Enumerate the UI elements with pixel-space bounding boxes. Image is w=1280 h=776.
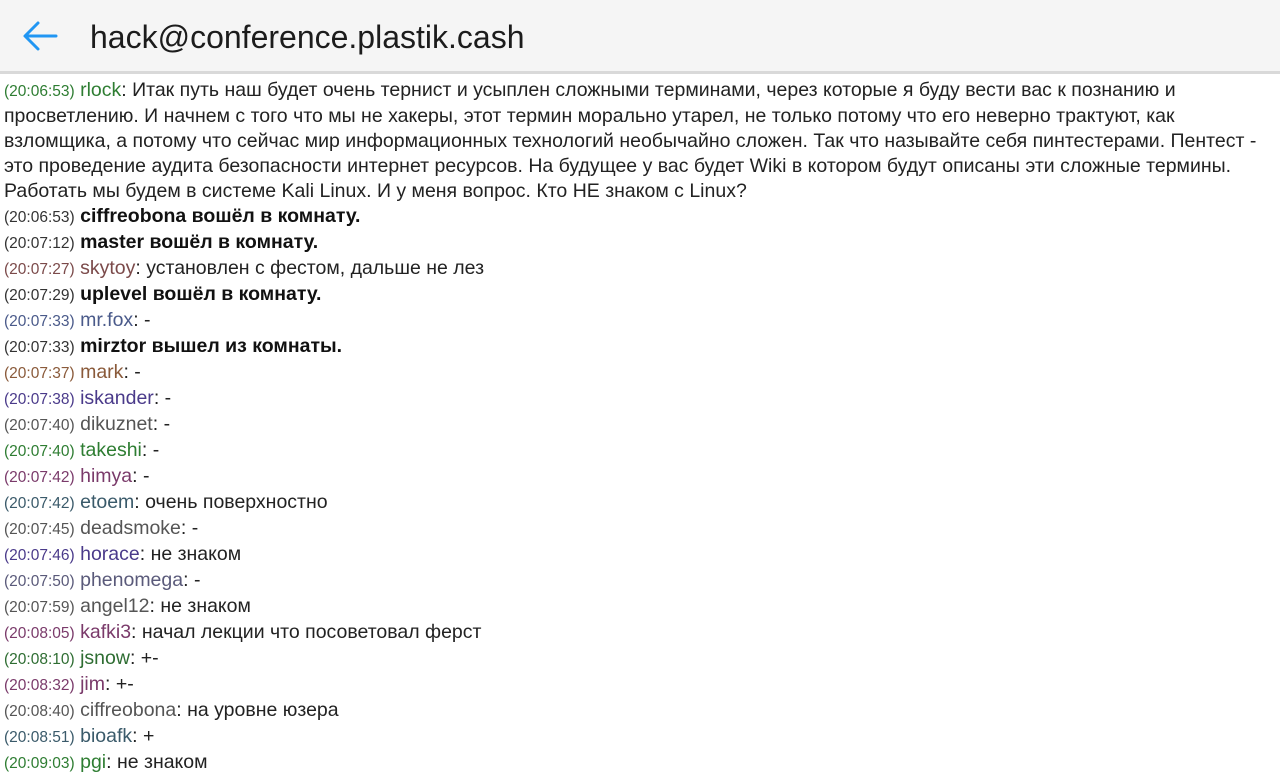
chat-message: (20:07:59) angel12: не знаком (4, 595, 251, 617)
message-text: - (193, 569, 201, 591)
chat-message: (20:07:38) iskander: - (4, 387, 172, 409)
message-text: установлен с фестом, дальше не лез (146, 257, 485, 279)
message-nick[interactable]: iskander (80, 387, 154, 409)
message-text: - (142, 465, 150, 487)
message-text: - (163, 413, 171, 435)
message-nick[interactable]: mr.fox (80, 309, 134, 331)
message-timestamp: (20:07:46) (4, 547, 75, 564)
chat-message: (20:07:33) mr.fox: - (4, 309, 151, 331)
message-timestamp: (20:08:32) (4, 677, 75, 694)
chat-log[interactable] (4, 78, 1276, 773)
message-timestamp: (20:07:33) (4, 313, 75, 330)
chat-message: (20:06:53) rlock: Итак путь наш будет очень тернист и усыплен сложными терминами, через которые я буду вести вас к познанию и просветлению. И начнем с того что мы не хакеры, этот термин морально утарел, не только потому что его неверно трактуют, как взломщика, а потому что сейчас мир информационных технологий необычайно сложен. Так что называйте себя пинтестерами. Пентест - это проведение аудита безопасности интернет ресурсов. На будущее у вас будет Wiki в котором будут описаны эти сложные термины. Работать мы будем в системе Kali Linux. И у меня вопрос. Кто НЕ знаком с Linux? (4, 79, 1257, 202)
message-nick[interactable]: jim (80, 673, 106, 695)
message-text: не знаком (116, 751, 208, 773)
system-event-text: uplevel вошёл в комнату. (80, 283, 322, 305)
message-text: +- (140, 647, 159, 669)
system-message (4, 230, 1276, 256)
chat-message: (20:08:32) jim: +- (4, 673, 134, 695)
message-timestamp: (20:06:53) (4, 83, 75, 100)
message-text: на уровне юзера (187, 699, 339, 721)
chat-message: (20:08:05) kafki3: начал лекции что посоветовал ферст (4, 621, 482, 643)
message-text: - (152, 439, 160, 461)
message-timestamp: (20:08:40) (4, 703, 75, 720)
message-nick[interactable]: kafki3 (80, 621, 132, 643)
message-timestamp: (20:08:10) (4, 651, 75, 668)
message-timestamp: (20:06:53) (4, 209, 75, 226)
system-event-text: ciffreobona вошёл в комнату. (80, 205, 361, 227)
arrow-left-icon (22, 20, 58, 57)
chat-message: (20:07:45) deadsmoke: - (4, 517, 199, 539)
message-nick[interactable]: dikuznet (80, 413, 153, 435)
message-text: не знаком (160, 595, 251, 617)
message-text: +- (115, 673, 134, 695)
chat-message: (20:07:42) himya: - (4, 465, 150, 487)
message-text: - (191, 517, 199, 539)
message-timestamp: (20:07:37) (4, 365, 75, 382)
message-text: не знаком (150, 543, 242, 565)
chat-message: (20:07:42) etoem: очень поверхностно (4, 491, 328, 513)
chat-title: hack@conference.plastik.cash (90, 19, 525, 55)
message-text: начал лекции что посоветовал ферст (141, 621, 482, 643)
message-nick[interactable]: mark (80, 361, 124, 383)
chat-message: (20:07:50) phenomega: - (4, 569, 201, 591)
message-nick[interactable]: etoem (80, 491, 135, 513)
message-timestamp: (20:07:38) (4, 391, 75, 408)
chat-message: (20:07:37) mark: - (4, 361, 141, 383)
message-timestamp: (20:07:12) (4, 235, 75, 252)
system-event-text: mirztor вышел из комнаты. (80, 335, 343, 357)
message-timestamp: (20:07:40) (4, 417, 75, 434)
system-event-text: master вошёл в комнату. (80, 231, 319, 253)
message-timestamp: (20:07:45) (4, 521, 75, 538)
message-nick[interactable]: himya (80, 465, 133, 487)
message-timestamp: (20:07:40) (4, 443, 75, 460)
message-nick[interactable]: takeshi (80, 439, 142, 461)
system-message (4, 282, 1276, 308)
message-nick[interactable]: horace (80, 543, 140, 565)
chat-message: (20:09:03) pgi: не знаком (4, 751, 208, 773)
system-message (4, 334, 1276, 360)
message-timestamp: (20:09:03) (4, 755, 75, 772)
message-nick[interactable]: pgi (80, 751, 107, 773)
message-text: - (134, 361, 141, 383)
message-nick[interactable]: skytoy (80, 257, 136, 279)
message-text: - (164, 387, 172, 409)
app-header (0, 0, 1280, 74)
chat-message: (20:07:27) skytoy: установлен с фестом, дальше не лез (4, 257, 485, 279)
message-text: - (144, 309, 151, 331)
message-timestamp: (20:07:33) (4, 339, 75, 356)
chat-message: (20:08:40) ciffreobona: на уровне юзера (4, 699, 339, 721)
message-text: + (142, 725, 155, 747)
message-nick[interactable]: jsnow (80, 647, 130, 669)
message-timestamp: (20:07:42) (4, 469, 75, 486)
back-button[interactable] (18, 16, 62, 60)
chat-message: (20:08:51) bioafk: + (4, 725, 155, 747)
message-text: очень поверхностно (145, 491, 328, 513)
message-text: Итак путь наш будет очень тернист и усыплен сложными терминами, через которые я буду вести вас к познанию и просветлению. И начнем с того что мы не хакеры, этот термин морально утарел, не только потому что его неверно трактуют, как взломщика, а потому что сейчас мир информационных технологий необычайно сложен. Так что называйте себя пинтестерами. Пентест - это проведение аудита безопасности интернет ресурсов. На будущее у вас будет Wiki в котором будут описаны эти сложные термины. Работать мы будем в системе Kali Linux. И у меня вопрос. Кто НЕ знаком с Linux? (4, 79, 1257, 202)
message-timestamp: (20:07:59) (4, 599, 75, 616)
chat-message: (20:08:10) jsnow: +- (4, 647, 159, 669)
message-timestamp: (20:07:42) (4, 495, 75, 512)
message-nick[interactable]: rlock (80, 79, 122, 101)
message-nick[interactable]: phenomega (80, 569, 184, 591)
message-timestamp: (20:08:05) (4, 625, 75, 642)
chat-message: (20:07:40) dikuznet: - (4, 413, 171, 435)
message-timestamp: (20:08:51) (4, 729, 75, 746)
message-nick[interactable]: angel12 (80, 595, 150, 617)
message-timestamp: (20:07:50) (4, 573, 75, 590)
system-message (4, 204, 1276, 230)
message-nick[interactable]: bioafk (80, 725, 133, 747)
chat-message: (20:07:40) takeshi: - (4, 439, 160, 461)
message-nick[interactable]: ciffreobona (80, 699, 177, 721)
message-timestamp: (20:07:29) (4, 287, 75, 304)
message-timestamp: (20:07:27) (4, 261, 75, 278)
message-nick[interactable]: deadsmoke (80, 517, 181, 539)
chat-message: (20:07:46) horace: не знаком (4, 543, 242, 565)
